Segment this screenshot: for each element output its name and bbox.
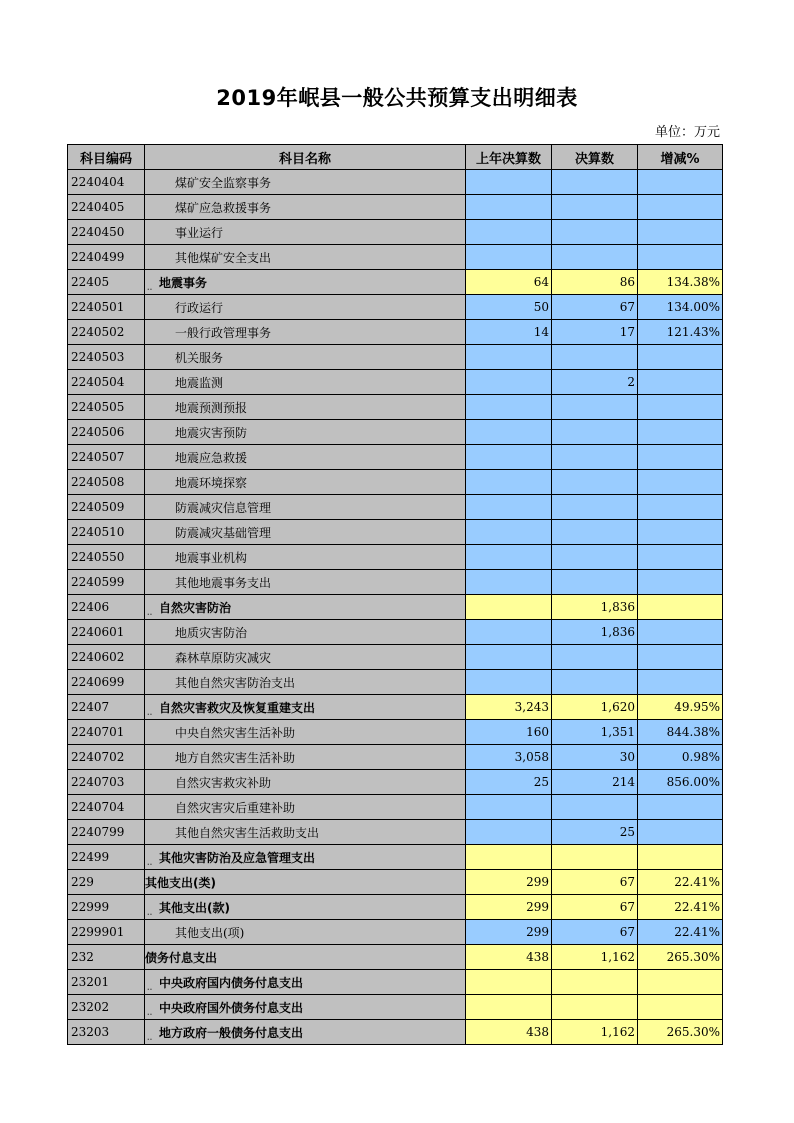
subject-name-text: 地质灾害防治 bbox=[175, 625, 248, 640]
table-row bbox=[68, 845, 723, 870]
table-row bbox=[68, 345, 723, 370]
current-value: 67 bbox=[552, 895, 638, 920]
subject-name bbox=[145, 395, 466, 420]
subject-name-text: 中央政府国外债务付息支出 bbox=[159, 1000, 304, 1015]
subject-name-text: 其他灾害防治及应急管理支出 bbox=[159, 850, 316, 865]
table-row bbox=[68, 920, 723, 945]
change-percent bbox=[638, 645, 723, 670]
table-row bbox=[68, 820, 723, 845]
subject-code: 2240405 bbox=[68, 195, 145, 220]
subject-code: 2240602 bbox=[68, 645, 145, 670]
prev-year-value bbox=[466, 370, 552, 395]
subject-name bbox=[145, 920, 466, 945]
change-percent bbox=[638, 995, 723, 1020]
subject-name-text: 防震减灾基础管理 bbox=[175, 525, 272, 540]
subject-name bbox=[145, 220, 466, 245]
subject-code: 2240499 bbox=[68, 245, 145, 270]
prev-year-value bbox=[466, 420, 552, 445]
indent-marker: .. bbox=[147, 284, 153, 292]
prev-year-value bbox=[466, 170, 552, 195]
subject-code: 2240404 bbox=[68, 170, 145, 195]
current-value bbox=[552, 970, 638, 995]
table-row bbox=[68, 245, 723, 270]
subject-name bbox=[145, 1020, 466, 1045]
subject-name-text: 其他自然灾害防治支出 bbox=[175, 675, 296, 690]
subject-code: 22999 bbox=[68, 895, 145, 920]
subject-code: 2240702 bbox=[68, 745, 145, 770]
subject-code: 2240505 bbox=[68, 395, 145, 420]
unit-label: 单位：万元 bbox=[654, 125, 720, 140]
subject-code: 2240507 bbox=[68, 445, 145, 470]
table-row bbox=[68, 320, 723, 345]
subject-code: 23202 bbox=[68, 995, 145, 1020]
subject-name-text: 地震监测 bbox=[175, 375, 224, 390]
current-value bbox=[552, 520, 638, 545]
change-percent bbox=[638, 370, 723, 395]
current-value: 67 bbox=[552, 870, 638, 895]
table-row bbox=[68, 1020, 723, 1045]
table-row bbox=[68, 595, 723, 620]
table-row bbox=[68, 620, 723, 645]
change-percent: 134.00% bbox=[638, 295, 723, 320]
subject-code: 22405 bbox=[68, 270, 145, 295]
change-percent bbox=[638, 245, 723, 270]
table-row bbox=[68, 870, 723, 895]
change-percent bbox=[638, 470, 723, 495]
indent-marker: .. bbox=[147, 1009, 153, 1017]
change-percent bbox=[638, 195, 723, 220]
change-percent: 844.38% bbox=[638, 720, 723, 745]
subject-name bbox=[145, 520, 466, 545]
subject-name-text: 中央政府国内债务付息支出 bbox=[159, 975, 304, 990]
current-value bbox=[552, 420, 638, 445]
prev-year-value bbox=[466, 545, 552, 570]
indent-marker: .. bbox=[147, 984, 153, 992]
prev-year-value bbox=[466, 445, 552, 470]
subject-code: 2240502 bbox=[68, 320, 145, 345]
current-value bbox=[552, 220, 638, 245]
subject-name bbox=[145, 195, 466, 220]
subject-code: 229 bbox=[68, 870, 145, 895]
header-current: 决算数 bbox=[552, 145, 638, 170]
prev-year-value bbox=[466, 345, 552, 370]
prev-year-value: 438 bbox=[466, 1020, 552, 1045]
prev-year-value bbox=[466, 470, 552, 495]
current-value bbox=[552, 645, 638, 670]
subject-code: 2240699 bbox=[68, 670, 145, 695]
current-value bbox=[552, 670, 638, 695]
subject-name-text: 地震应急救援 bbox=[175, 450, 248, 465]
change-percent bbox=[638, 445, 723, 470]
table-row bbox=[68, 695, 723, 720]
prev-year-value bbox=[466, 570, 552, 595]
change-percent bbox=[638, 345, 723, 370]
prev-year-value bbox=[466, 495, 552, 520]
current-value: 67 bbox=[552, 295, 638, 320]
change-percent bbox=[638, 570, 723, 595]
subject-name bbox=[145, 545, 466, 570]
prev-year-value: 160 bbox=[466, 720, 552, 745]
header-name: 科目名称 bbox=[145, 145, 466, 170]
prev-year-value bbox=[466, 520, 552, 545]
subject-code: 23201 bbox=[68, 970, 145, 995]
current-value bbox=[552, 495, 638, 520]
current-value: 214 bbox=[552, 770, 638, 795]
table-row bbox=[68, 420, 723, 445]
current-value bbox=[552, 345, 638, 370]
prev-year-value bbox=[466, 645, 552, 670]
subject-name bbox=[145, 270, 466, 295]
prev-year-value bbox=[466, 395, 552, 420]
subject-code: 2240550 bbox=[68, 545, 145, 570]
prev-year-value bbox=[466, 220, 552, 245]
budget-table bbox=[67, 144, 723, 1045]
prev-year-value bbox=[466, 970, 552, 995]
table-row bbox=[68, 545, 723, 570]
subject-name-text: 其他煤矿安全支出 bbox=[175, 250, 272, 265]
current-value: 30 bbox=[552, 745, 638, 770]
prev-year-value: 3,058 bbox=[466, 745, 552, 770]
subject-name-text: 事业运行 bbox=[175, 225, 224, 240]
current-value: 1,351 bbox=[552, 720, 638, 745]
table-row bbox=[68, 295, 723, 320]
table-row bbox=[68, 745, 723, 770]
indent-marker: .. bbox=[147, 609, 153, 617]
subject-name-text: 其他支出(类) bbox=[145, 875, 216, 890]
subject-name bbox=[145, 420, 466, 445]
subject-code: 2240501 bbox=[68, 295, 145, 320]
subject-name-text: 中央自然灾害生活补助 bbox=[175, 725, 296, 740]
change-percent: 265.30% bbox=[638, 945, 723, 970]
change-percent bbox=[638, 395, 723, 420]
subject-name bbox=[145, 620, 466, 645]
change-percent bbox=[638, 970, 723, 995]
prev-year-value: 25 bbox=[466, 770, 552, 795]
subject-name bbox=[145, 370, 466, 395]
table-row bbox=[68, 945, 723, 970]
change-percent: 134.38% bbox=[638, 270, 723, 295]
current-value: 1,162 bbox=[552, 1020, 638, 1045]
change-percent bbox=[638, 495, 723, 520]
change-percent: 265.30% bbox=[638, 1020, 723, 1045]
subject-name bbox=[145, 645, 466, 670]
prev-year-value: 438 bbox=[466, 945, 552, 970]
table-row bbox=[68, 220, 723, 245]
table-row bbox=[68, 720, 723, 745]
current-value: 2 bbox=[552, 370, 638, 395]
subject-name-text: 森林草原防灾减灾 bbox=[175, 650, 272, 665]
subject-name bbox=[145, 970, 466, 995]
table-row bbox=[68, 670, 723, 695]
subject-name-text: 自然灾害灾后重建补助 bbox=[175, 800, 296, 815]
subject-name-text: 其他地震事务支出 bbox=[175, 575, 272, 590]
subject-name-text: 地震预测预报 bbox=[175, 400, 248, 415]
subject-name-text: 自然灾害救灾补助 bbox=[175, 775, 272, 790]
subject-name-text: 其他自然灾害生活救助支出 bbox=[175, 825, 320, 840]
subject-code: 2240508 bbox=[68, 470, 145, 495]
current-value bbox=[552, 795, 638, 820]
current-value bbox=[552, 395, 638, 420]
table-row bbox=[68, 895, 723, 920]
subject-name-text: 自然灾害防治 bbox=[159, 600, 232, 615]
subject-name bbox=[145, 870, 466, 895]
subject-name-text: 机关服务 bbox=[175, 350, 224, 365]
current-value: 1,836 bbox=[552, 620, 638, 645]
subject-code: 2240509 bbox=[68, 495, 145, 520]
change-percent: 0.98% bbox=[638, 745, 723, 770]
current-value: 1,620 bbox=[552, 695, 638, 720]
subject-name-text: 地方政府一般债务付息支出 bbox=[159, 1025, 304, 1040]
subject-code: 232 bbox=[68, 945, 145, 970]
subject-name bbox=[145, 745, 466, 770]
indent-marker: .. bbox=[147, 909, 153, 917]
header-prev-year: 上年决算数 bbox=[466, 145, 552, 170]
table-row bbox=[68, 270, 723, 295]
subject-code: 2240799 bbox=[68, 820, 145, 845]
subject-name bbox=[145, 820, 466, 845]
prev-year-value bbox=[466, 795, 552, 820]
table-row bbox=[68, 395, 723, 420]
table-row bbox=[68, 520, 723, 545]
subject-code: 2240504 bbox=[68, 370, 145, 395]
subject-name-text: 其他支出(款) bbox=[159, 900, 230, 915]
subject-code: 2240601 bbox=[68, 620, 145, 645]
table-row bbox=[68, 370, 723, 395]
prev-year-value bbox=[466, 195, 552, 220]
change-percent: 22.41% bbox=[638, 895, 723, 920]
subject-name-text: 防震减灾信息管理 bbox=[175, 500, 272, 515]
subject-name bbox=[145, 670, 466, 695]
prev-year-value bbox=[466, 595, 552, 620]
change-percent: 49.95% bbox=[638, 695, 723, 720]
prev-year-value bbox=[466, 820, 552, 845]
subject-name-text: 债务付息支出 bbox=[145, 950, 218, 965]
indent-marker: .. bbox=[147, 1034, 153, 1042]
current-value: 1,162 bbox=[552, 945, 638, 970]
change-percent bbox=[638, 670, 723, 695]
table-row bbox=[68, 445, 723, 470]
subject-name-text: 地震灾害预防 bbox=[175, 425, 248, 440]
subject-code: 2240704 bbox=[68, 795, 145, 820]
subject-name bbox=[145, 495, 466, 520]
subject-name-text: 煤矿安全监察事务 bbox=[175, 175, 272, 190]
current-value: 17 bbox=[552, 320, 638, 345]
current-value: 67 bbox=[552, 920, 638, 945]
prev-year-value: 14 bbox=[466, 320, 552, 345]
change-percent bbox=[638, 545, 723, 570]
change-percent bbox=[638, 620, 723, 645]
subject-name bbox=[145, 445, 466, 470]
table-row bbox=[68, 495, 723, 520]
current-value bbox=[552, 845, 638, 870]
subject-code: 2240450 bbox=[68, 220, 145, 245]
current-value bbox=[552, 545, 638, 570]
table-row bbox=[68, 195, 723, 220]
subject-code: 2240503 bbox=[68, 345, 145, 370]
prev-year-value bbox=[466, 995, 552, 1020]
prev-year-value: 299 bbox=[466, 870, 552, 895]
subject-name bbox=[145, 295, 466, 320]
subject-name-text: 地震环境探察 bbox=[175, 475, 248, 490]
indent-marker: .. bbox=[147, 859, 153, 867]
subject-code: 2240506 bbox=[68, 420, 145, 445]
prev-year-value: 50 bbox=[466, 295, 552, 320]
subject-code: 2240701 bbox=[68, 720, 145, 745]
table-row bbox=[68, 995, 723, 1020]
change-percent bbox=[638, 795, 723, 820]
current-value bbox=[552, 470, 638, 495]
subject-code: 22499 bbox=[68, 845, 145, 870]
current-value bbox=[552, 195, 638, 220]
subject-name bbox=[145, 320, 466, 345]
current-value bbox=[552, 995, 638, 1020]
table-row bbox=[68, 795, 723, 820]
subject-name-text: 地方自然灾害生活补助 bbox=[175, 750, 296, 765]
subject-name-text: 地震事务 bbox=[159, 275, 208, 290]
change-percent: 22.41% bbox=[638, 870, 723, 895]
subject-name-text: 行政运行 bbox=[175, 300, 224, 315]
subject-name bbox=[145, 695, 466, 720]
table-body bbox=[68, 170, 723, 1045]
current-value: 1,836 bbox=[552, 595, 638, 620]
subject-name bbox=[145, 595, 466, 620]
header-row bbox=[68, 145, 723, 170]
subject-name-text: 煤矿应急救援事务 bbox=[175, 200, 272, 215]
prev-year-value bbox=[466, 670, 552, 695]
subject-name bbox=[145, 245, 466, 270]
current-value bbox=[552, 245, 638, 270]
subject-name bbox=[145, 720, 466, 745]
table-row bbox=[68, 970, 723, 995]
prev-year-value: 3,243 bbox=[466, 695, 552, 720]
subject-name-text: 一般行政管理事务 bbox=[175, 325, 272, 340]
prev-year-value bbox=[466, 245, 552, 270]
subject-code: 22407 bbox=[68, 695, 145, 720]
subject-name-text: 地震事业机构 bbox=[175, 550, 248, 565]
subject-code: 2240703 bbox=[68, 770, 145, 795]
table-row bbox=[68, 645, 723, 670]
current-value: 25 bbox=[552, 820, 638, 845]
change-percent: 121.43% bbox=[638, 320, 723, 345]
change-percent bbox=[638, 220, 723, 245]
change-percent bbox=[638, 170, 723, 195]
change-percent bbox=[638, 845, 723, 870]
table-row bbox=[68, 170, 723, 195]
change-percent bbox=[638, 595, 723, 620]
page-title: 2019年岷县一般公共预算支出明细表 bbox=[216, 86, 578, 110]
current-value bbox=[552, 170, 638, 195]
current-value: 86 bbox=[552, 270, 638, 295]
prev-year-value bbox=[466, 845, 552, 870]
current-value bbox=[552, 445, 638, 470]
subject-code: 22406 bbox=[68, 595, 145, 620]
change-percent bbox=[638, 520, 723, 545]
current-value bbox=[552, 570, 638, 595]
subject-name-text: 自然灾害救灾及恢复重建支出 bbox=[159, 700, 316, 715]
subject-name bbox=[145, 770, 466, 795]
subject-code: 23203 bbox=[68, 1020, 145, 1045]
subject-name bbox=[145, 845, 466, 870]
subject-name-text: 其他支出(项) bbox=[175, 925, 245, 940]
table-row bbox=[68, 570, 723, 595]
subject-name bbox=[145, 995, 466, 1020]
subject-code: 2240510 bbox=[68, 520, 145, 545]
subject-name bbox=[145, 570, 466, 595]
subject-code: 2299901 bbox=[68, 920, 145, 945]
prev-year-value: 299 bbox=[466, 895, 552, 920]
subject-name bbox=[145, 170, 466, 195]
header-code: 科目编码 bbox=[68, 145, 145, 170]
subject-name bbox=[145, 895, 466, 920]
change-percent bbox=[638, 820, 723, 845]
indent-marker: .. bbox=[147, 709, 153, 717]
subject-name bbox=[145, 945, 466, 970]
subject-name bbox=[145, 345, 466, 370]
table-row bbox=[68, 470, 723, 495]
prev-year-value bbox=[466, 620, 552, 645]
change-percent bbox=[638, 420, 723, 445]
change-percent: 856.00% bbox=[638, 770, 723, 795]
subject-name bbox=[145, 470, 466, 495]
prev-year-value: 299 bbox=[466, 920, 552, 945]
subject-name bbox=[145, 795, 466, 820]
table-row bbox=[68, 770, 723, 795]
change-percent: 22.41% bbox=[638, 920, 723, 945]
subject-code: 2240599 bbox=[68, 570, 145, 595]
prev-year-value: 64 bbox=[466, 270, 552, 295]
header-change: 增减% bbox=[638, 145, 723, 170]
